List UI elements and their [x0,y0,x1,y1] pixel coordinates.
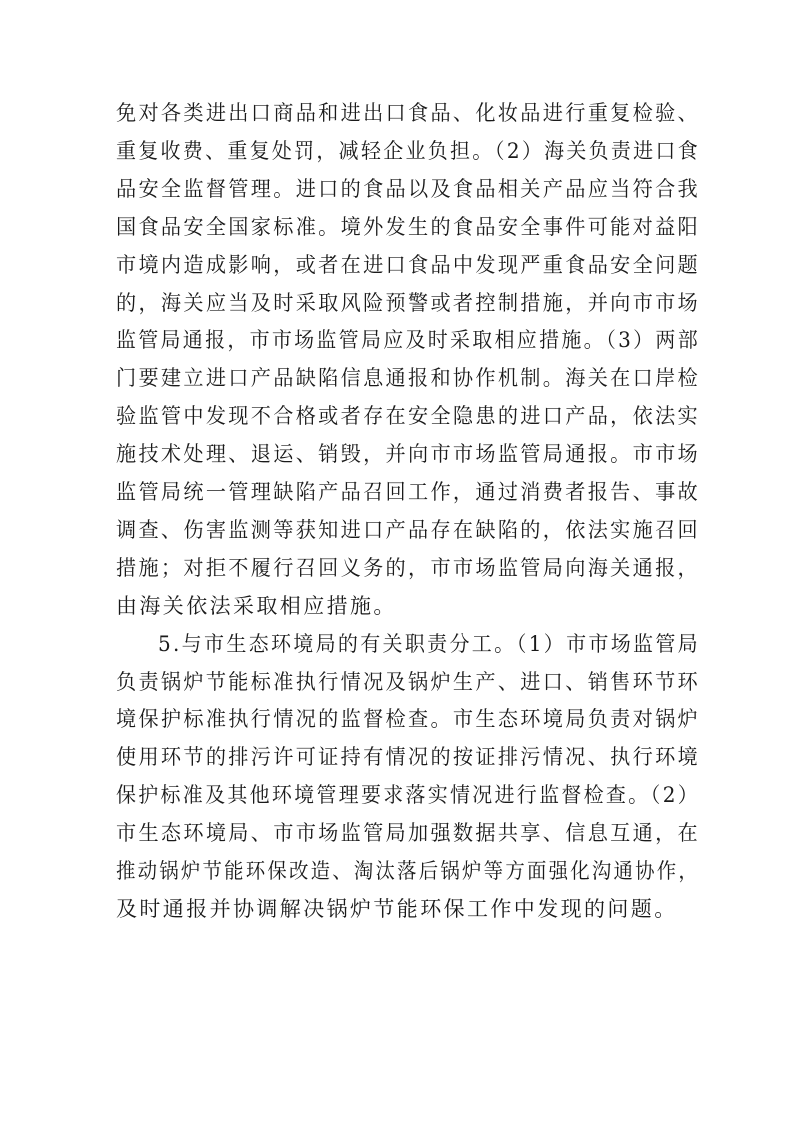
body-text-line: 的，海关应当及时采取风险预警或者控制措施，并向市市场 [116,290,701,315]
body-text-line: 境保护标准执行情况的监督检查。市生态环境局负责对锅炉 [116,707,701,732]
body-text-line: 监管局通报，市市场监管局应及时采取相应措施。（3）两部 [116,328,700,353]
body-text-line: 5.与市生态环境局的有关职责分工。（1）市市场监管局 [158,631,700,656]
body-text-line: 免对各类进出口商品和进出口食品、化妆品进行重复检验、 [116,101,701,125]
body-text-line: 国食品安全国家标准。境外发生的食品安全事件可能对益阳 [116,214,701,239]
body-text-line: 市生态环境局、市市场监管局加强数据共享、信息互通，在 [116,821,701,846]
body-text-line: 使用环节的排污许可证持有情况的按证排污情况、执行环境 [116,745,701,770]
body-text-line: 负责锅炉节能标准执行情况及锅炉生产、进口、销售环节环 [116,669,701,694]
body-text-line: 施技术处理、退运、销毁，并向市市场监管局通报。市市场 [116,442,701,467]
body-text-line: 调查、伤害监测等获知进口产品存在缺陷的，依法实施召回 [116,517,701,542]
body-text-line: 品安全监督管理。进口的食品以及食品相关产品应当符合我 [116,176,701,201]
body-text-line: 验监管中发现不合格或者存在安全隐患的进口产品，依法实 [116,404,701,429]
body-text-line: 重复收费、重复处罚，减轻企业负担。（2）海关负责进口食 [116,138,700,163]
body-text-line: 市境内造成影响，或者在进口食品中发现严重食品安全问题 [116,252,701,277]
body-text-line: 及时通报并协调解决锅炉节能环保工作中发现的问题。 [116,896,678,921]
body-text-line: 推动锅炉节能环保改造、淘汰落后锅炉等方面强化沟通协作， [116,859,700,883]
body-text-line: 门要建立进口产品缺陷信息通报和协作机制。海关在口岸检 [116,366,701,391]
body-text-line: 保护标准及其他环境管理要求落实情况进行监督检查。（2） [116,783,700,808]
body-text-line: 监管局统一管理缺陷产品召回工作，通过消费者报告、事故 [116,480,701,504]
body-text-line: 由海关依法采取相应措施。 [116,593,397,618]
body-text-line: 措施；对拒不履行召回义务的，市市场监管局向海关通报， [116,555,701,580]
